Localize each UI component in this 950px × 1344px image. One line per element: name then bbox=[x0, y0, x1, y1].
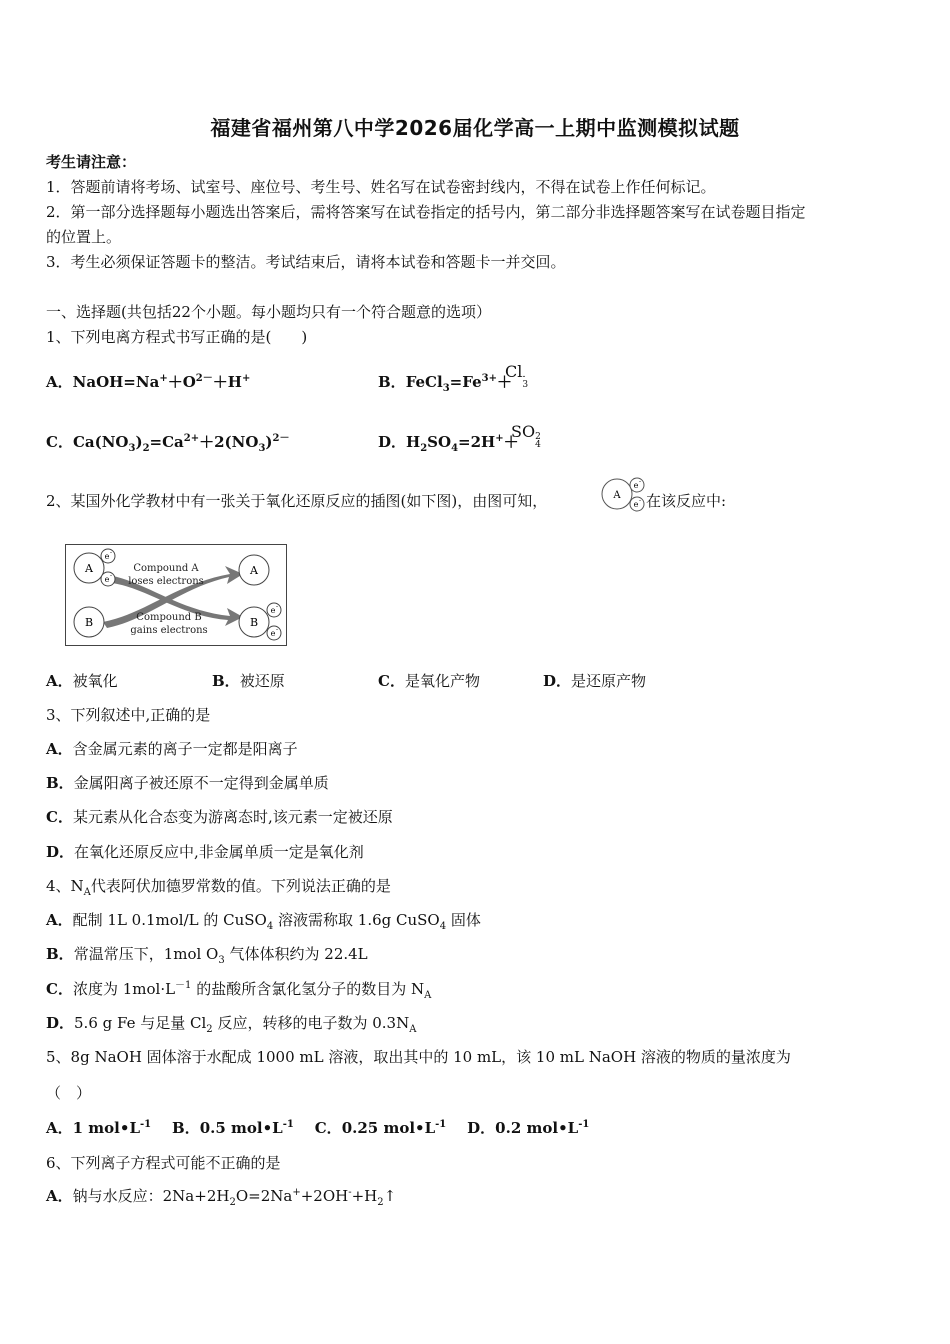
svg-text:loses electrons: loses electrons bbox=[128, 576, 204, 587]
q1-option-d: D．$H_2SO_4=2H^++$ bbox=[378, 433, 519, 454]
q6-option-a: A．钠与水反应：$2Na+2H_2O=2Na^++2OH^-+H_2↑$ bbox=[46, 1187, 397, 1208]
notice-item-1: 1．答题前请将考场、试室号、座位号、考生号、姓名写在试卷密封线内，不得在试卷上作任何标记。 bbox=[46, 178, 716, 196]
atom-a-icon bbox=[600, 476, 646, 514]
q3-option-b: B．金属阳离子被还原不一定得到金属单质 bbox=[46, 774, 329, 792]
q1-stem: 1、下列电离方程式书写正确的是( ) bbox=[46, 328, 308, 346]
svg-text:A: A bbox=[85, 562, 93, 575]
q5-stem: 5、8g NaOH 固体溶于水配成 1000 mL 溶液，取出其中的 10 mL，该 10 mL NaOH 溶液的物质的量浓度为 bbox=[46, 1048, 791, 1066]
svg-text:e: e bbox=[633, 500, 639, 509]
svg-text:-: - bbox=[638, 497, 642, 504]
notice-heading: 考生请注意： bbox=[46, 153, 137, 171]
q4-stem: 4、$N_A$代表阿伏加德罗常数的值。下列说法正确的是 bbox=[46, 877, 391, 898]
q4-option-d: D．5.6 g Fe 与足量 $Cl_2$ 反应，转移的电子数为 $0.3N_A$ bbox=[46, 1014, 417, 1035]
exam-title: 福建省福州第八中学2026届化学高一上期中监测模拟试题 bbox=[210, 116, 740, 140]
svg-text:gains electrons: gains electrons bbox=[130, 625, 208, 636]
q5-options: A．1 $mol•L^{-1}$ B．0.5 $mol•L^{-1}$ C．0.25 $mol•L^{-1}$ D．0.2 $mol•L^{-1}$ bbox=[46, 1119, 590, 1137]
svg-text:A: A bbox=[250, 564, 258, 577]
q3-option-a: A．含金属元素的离子一定都是阳离子 bbox=[46, 740, 298, 758]
q1-option-b-ion: Cl - 3 bbox=[505, 362, 529, 390]
svg-text:B: B bbox=[84, 616, 94, 629]
notice-item-3: 3．考生必须保证答题卡的整洁。考试结束后，请将本试卷和答题卡一并交回。 bbox=[46, 253, 566, 271]
q2-stem-after: 在该反应中: bbox=[646, 492, 727, 510]
q4-option-b: B．常温常压下，1mol $O_3$ 气体体积约为 22.4L bbox=[46, 945, 368, 966]
q1-option-d-ion: SO 2 4 bbox=[511, 422, 541, 450]
svg-text:e: e bbox=[104, 575, 110, 584]
redox-figure bbox=[65, 544, 287, 646]
q1-option-b: B．$FeCl_3=Fe^{3+}+$ bbox=[378, 373, 512, 394]
svg-text:-: - bbox=[638, 478, 642, 485]
section-heading: 一、选择题(共包括22个小题。每小题均只有一个符合题意的选项） bbox=[46, 303, 491, 321]
q5-paren: （ ） bbox=[46, 1084, 92, 1102]
q1-option-c: C．$Ca(NO_3)_2=Ca^{2+}+2(NO_3)^{2-}$ bbox=[46, 433, 290, 454]
notice-item-2: 2．第一部分选择题每小题选出答案后，需将答案写在试卷指定的括号内，第二部分非选择题答案写在试卷题目指定 bbox=[46, 203, 806, 221]
q2-stem: 2、某国外化学教材中有一张关于氧化还原反应的插图(如下图)，由图可知， bbox=[46, 492, 548, 510]
svg-text:e: e bbox=[270, 629, 276, 638]
q4-option-a: A．配制 1L 0.1mol/L 的 CuSO$_4$ 溶液需称取 1.6g CuSO$_4$ 固体 bbox=[46, 911, 481, 932]
svg-text:-: - bbox=[275, 603, 279, 610]
q3-stem: 3、下列叙述中,正确的是 bbox=[46, 706, 211, 724]
q2-option-d: D．是还原产物 bbox=[543, 672, 647, 690]
svg-text:e: e bbox=[270, 606, 276, 615]
q6-stem: 6、下列离子方程式可能不正确的是 bbox=[46, 1154, 281, 1172]
svg-text:e: e bbox=[633, 481, 639, 490]
svg-text:e: e bbox=[104, 552, 110, 561]
svg-text:Compound B: Compound B bbox=[136, 612, 202, 623]
q1-option-a: A．$NaOH=Na^++O^{2-}+H^+$ bbox=[46, 373, 251, 391]
svg-text:-: - bbox=[109, 572, 113, 579]
svg-text:B: B bbox=[249, 616, 259, 629]
notice-item-2-cont: 的位置上。 bbox=[46, 228, 122, 246]
svg-text:-: - bbox=[275, 626, 279, 633]
q4-option-c: C．浓度为 $1mol\cdot L^{-1}$ 的盐酸所含氯化氢分子的数目为 $N_A$ bbox=[46, 980, 432, 1001]
q2-option-a: A．被氧化 bbox=[46, 672, 118, 690]
svg-text:A: A bbox=[613, 490, 621, 501]
svg-text:-: - bbox=[109, 549, 113, 556]
q2-option-b: B．被还原 bbox=[212, 672, 285, 690]
q2-option-c: C．是氧化产物 bbox=[378, 672, 480, 690]
q3-option-d: D．在氧化还原反应中,非金属单质一定是氧化剂 bbox=[46, 843, 364, 861]
svg-text:Compound A: Compound A bbox=[133, 563, 199, 574]
q3-option-c: C．某元素从化合态变为游离态时,该元素一定被还原 bbox=[46, 808, 393, 826]
